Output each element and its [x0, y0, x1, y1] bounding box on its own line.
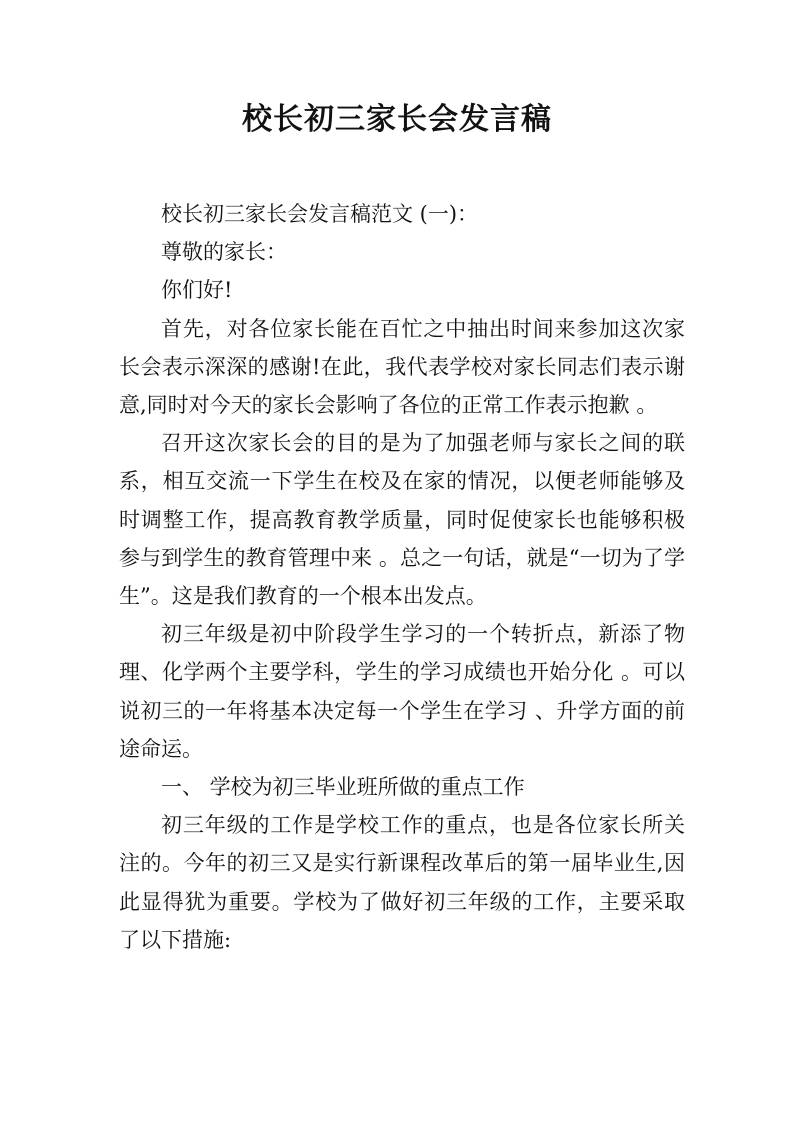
- paragraph: 初三年级是初中阶段学生学习的一个转折点，新添了物理、化学两个主要学科，学生的学习成绩也开始分化 。可以说初三的一年将基本决定每一个学生在学习 、升学方面的前途命运。: [119, 622, 685, 761]
- paragraph: 你们好!: [161, 278, 233, 303]
- section-heading: 一、 学校为初三毕业班所做的重点工作: [161, 775, 525, 800]
- paragraph: 召开这次家长会的目的是为了加强老师与家长之间的联系，相互交流一下学生在校及在家的情况，以便老师能够及时调整工作，提高教育教学质量，同时促使家长也能够积极参与到学生的教育管理中来 。总之一句话，就是“一切为了学生”。这是我们教育的一个根本出发点。: [119, 431, 685, 609]
- paragraph: 初三年级的工作是学校工作的重点，也是各位家长所关注的。今年的初三又是实行新课程改革后的第一届毕业生,因此显得犹为重要。学校为了做好初三年级的工作，主要采取了以下措施:: [119, 813, 685, 952]
- paragraph: 首先，对各位家长能在百忙之中抽出时间来参加这次家长会表示深深的感谢!在此，我代表学校对家长同志们表示谢意,同时对今天的家长会影响了各位的正常工作表示抱歉 。: [119, 316, 685, 418]
- paragraph: 尊敬的家长：: [161, 240, 287, 265]
- document-title: 校长初三家长会发言稿: [242, 102, 552, 137]
- document-body: [119, 195, 685, 959]
- paragraph: 校长初三家长会发言稿范文 (一)：: [161, 202, 479, 226]
